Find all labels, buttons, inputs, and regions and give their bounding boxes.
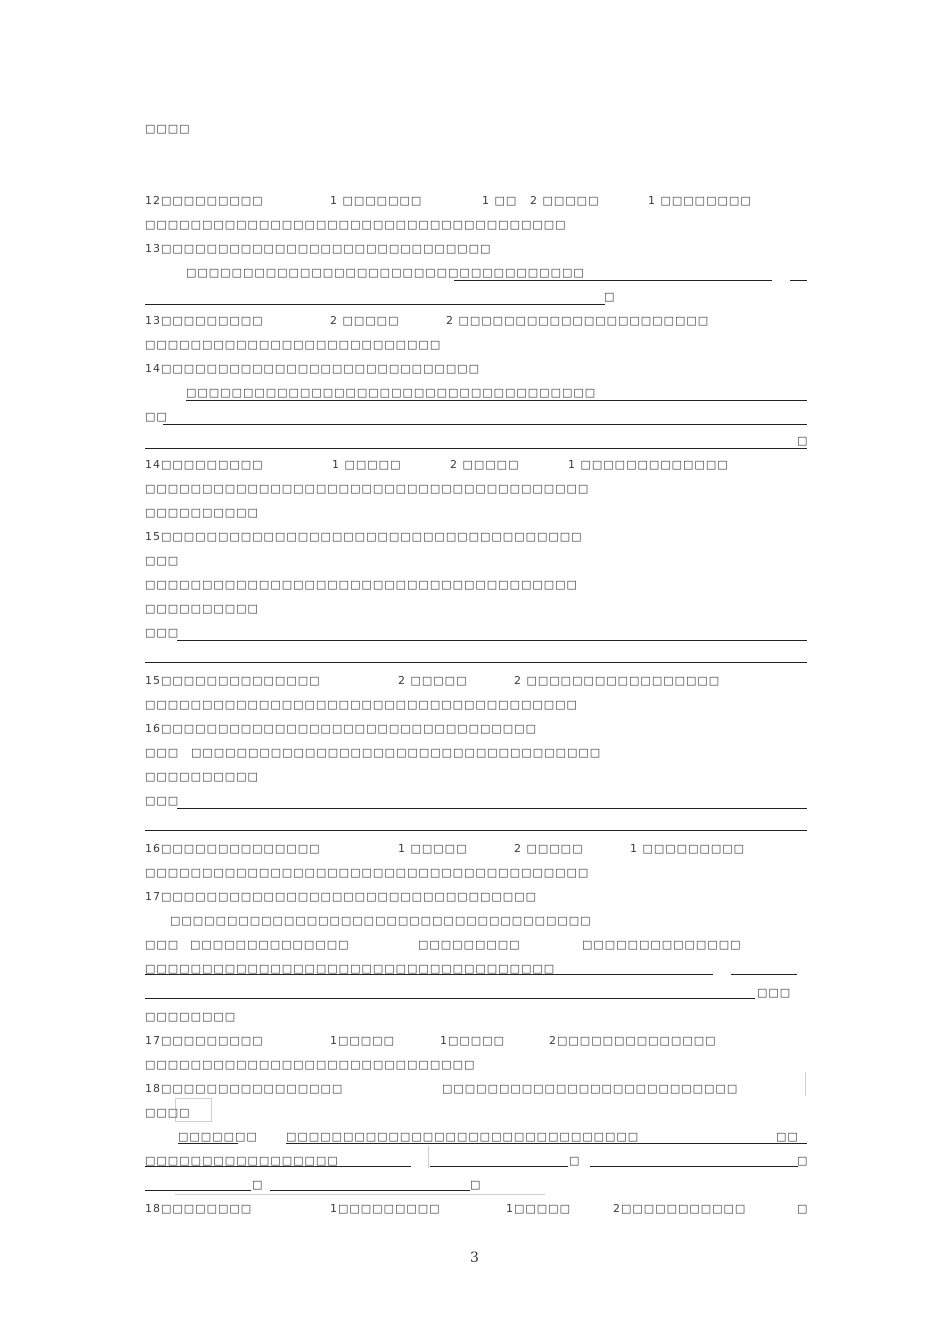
text-line: □□□ <box>757 986 792 999</box>
text-line: □□□□□□□□□□□□□□□□□□□□□□□□□□□□□ <box>145 1058 476 1071</box>
text-line: □□□□□□□□□□□□□□□□□□□□□□□□□□ <box>442 1082 739 1095</box>
text-line: □□□□□□□□ <box>145 1010 237 1023</box>
text-line: 2 □□□□□ <box>330 314 400 327</box>
answer-blank-line <box>145 974 713 975</box>
text-line: □□□ <box>145 794 180 807</box>
answer-blank-line <box>145 1190 251 1191</box>
answer-blank-line <box>590 1166 798 1167</box>
text-line: □□□□□□□□□□□□□□□□□□□□□□□□□□□□□□□□□□□□□ <box>145 218 567 231</box>
text-line: 1□□□□□ <box>506 1202 571 1215</box>
text-line: □□□□□□□□□□□□□□□□□□□□□□□□□□□□□□□□□□□□ <box>191 746 602 759</box>
text-line: 1 □□□□□□□□□□□□□ <box>568 458 729 471</box>
text-line: □□□□□□□□□□□□□□□□□□□□□□□□□□□□□□□□□□□□ <box>186 386 597 399</box>
frame-box <box>805 1072 807 1096</box>
text-line: □□□□□□□□□□□□□□□□□□□□□□□□□□□□□□□□□□□□ <box>145 962 556 975</box>
text-line: □□□□□□□□□□□□□□□□□□□□□□□□□□□□□□□ <box>286 1130 640 1143</box>
text-line: 1 □□□□□ <box>332 458 402 471</box>
text-line: 1 □□□□□□□□□ <box>630 842 746 855</box>
text-line: □ <box>470 1178 482 1191</box>
question-17-answer-header: 17□□□□□□□□□ <box>145 1034 264 1047</box>
text-line: 2 □□□□□ <box>398 674 468 687</box>
text-line: □□□□□□□□□□ <box>145 506 259 519</box>
text-line: □□□ <box>145 938 180 951</box>
text-line: □□□ <box>145 554 180 567</box>
text-line: 2 □□□□□□□□□□□□□□□□□□□□□□ <box>446 314 710 327</box>
text-line: □□□□□□□□□□□□□□□□□□□□□□□□□□□□□□□□□□□□□□ <box>145 698 578 711</box>
text-line: □□□ <box>145 626 180 639</box>
text-line: 2 □□□□□□□□□□□□□□□□□ <box>514 674 721 687</box>
answer-blank-line <box>186 400 807 401</box>
answer-blank-line <box>790 280 807 281</box>
text-line: 1□□□□□ <box>330 1034 395 1047</box>
text-line: 1 □□ <box>482 194 518 207</box>
frame-box <box>428 1146 430 1168</box>
text-line: □□□□□□□□□□□□□□□□□ <box>145 1154 339 1167</box>
answer-blank-line <box>145 448 807 449</box>
text-line: □□□□ <box>145 122 191 135</box>
question-15-header: 15□□□□□□□□□□□□□□□□□□□□□□□□□□□□□□□□□□□□□ <box>145 530 583 543</box>
text-line: □□□□ <box>145 1106 191 1119</box>
text-line: 1 □□□□□□□ <box>330 194 423 207</box>
text-line: □□□□□□□□□□□□□□□□□□□□□□□□□□□□□□□□□□□□□ <box>170 914 592 927</box>
page-number: 3 <box>470 1250 479 1266</box>
text-line: □□□□□□□□□□□□□□□□□□□□□□□□□□□□□□□□□□□ <box>186 266 585 279</box>
question-16-header: 16□□□□□□□□□□□□□□□□□□□□□□□□□□□□□□□□□ <box>145 722 537 735</box>
question-18-answer-header: 18□□□□□□□□ <box>145 1202 253 1215</box>
text-line: □□□□□□□□□□□□□□□□□□□□□□□□□□□□□□□□□□□□□□ <box>145 578 578 591</box>
text-line: □□ <box>776 1130 799 1143</box>
text-line: 1 □□□□□ <box>398 842 468 855</box>
question-17-header: 17□□□□□□□□□□□□□□□□□□□□□□□□□□□□□□□□□ <box>145 890 537 903</box>
text-line: □□□□□□□□□□ <box>145 770 259 783</box>
answer-blank-line <box>145 304 605 305</box>
answer-blank-line <box>454 280 772 281</box>
answer-blank-line <box>177 640 807 641</box>
text-line: □□□□□□□□□□□□□□ <box>190 938 350 951</box>
answer-blank-line <box>145 1166 411 1167</box>
text-line: 2 □□□□□ <box>450 458 520 471</box>
question-13-header: 13□□□□□□□□□□□□□□□□□□□□□□□□□□□□□ <box>145 242 492 255</box>
text-line: □□□□□□□□□ <box>418 938 521 951</box>
text-line: 1 □□□□□□□□ <box>648 194 752 207</box>
answer-blank-line <box>731 974 797 975</box>
question-14-answer-header: 14□□□□□□□□□ <box>145 458 264 471</box>
text-line: 2 □□□□□ <box>514 842 584 855</box>
text-line: □□□□□□□□□□□□□□□□□□□□□□□□□□ <box>145 338 442 351</box>
answer-blank-line <box>430 1166 568 1167</box>
question-14-header: 14□□□□□□□□□□□□□□□□□□□□□□□□□□□□ <box>145 362 481 375</box>
text-line: □□□□□□□□□□□□□□□□□□□□□□□□□□□□□□□□□□□□□□□ <box>145 482 590 495</box>
text-line: 1□□□□□ <box>440 1034 505 1047</box>
text-line: □□□□□□□□□□ <box>145 602 259 615</box>
text-line: □□□□□□□□□□□□□□□□□□□□□□□□□□□□□□□□□□□□□□□ <box>145 866 590 879</box>
text-line: 2□□□□□□□□□□□□□□ <box>549 1034 717 1047</box>
text-line: □□□□□□□ <box>178 1130 258 1143</box>
answer-blank-line <box>145 998 755 999</box>
frame-box <box>175 1194 545 1196</box>
text-line: 1□□□□□□□□□ <box>330 1202 441 1215</box>
text-line: 2□□□□□□□□□□□ <box>613 1202 747 1215</box>
answer-blank-line <box>270 1190 470 1191</box>
text-line: □ <box>797 434 809 447</box>
text-line: □□□ <box>145 746 180 759</box>
text-line: □ <box>569 1154 581 1167</box>
text-line: 2 □□□□□ <box>530 194 600 207</box>
question-18-header: 18□□□□□□□□□□□□□□□□ <box>145 1082 344 1095</box>
text-line: □ <box>797 1202 809 1215</box>
answer-blank-line <box>178 1143 238 1144</box>
answer-blank-line <box>177 808 807 809</box>
answer-blank-line <box>145 662 807 663</box>
answer-blank-line <box>145 830 807 831</box>
text-line: □ <box>252 1178 264 1191</box>
text-line: □ <box>604 290 616 303</box>
question-12-answer-header: 12□□□□□□□□□ <box>145 194 264 207</box>
question-13-answer-header: 13□□□□□□□□□ <box>145 314 264 327</box>
answer-blank-line <box>163 424 807 425</box>
text-line: □□ <box>145 410 168 423</box>
answer-blank-line <box>286 1143 807 1144</box>
question-16-answer-header: 16□□□□□□□□□□□□□□ <box>145 842 321 855</box>
question-15-answer-header: 15□□□□□□□□□□□□□□ <box>145 674 321 687</box>
text-line: □□□□□□□□□□□□□□ <box>582 938 742 951</box>
text-line: □ <box>797 1154 809 1167</box>
